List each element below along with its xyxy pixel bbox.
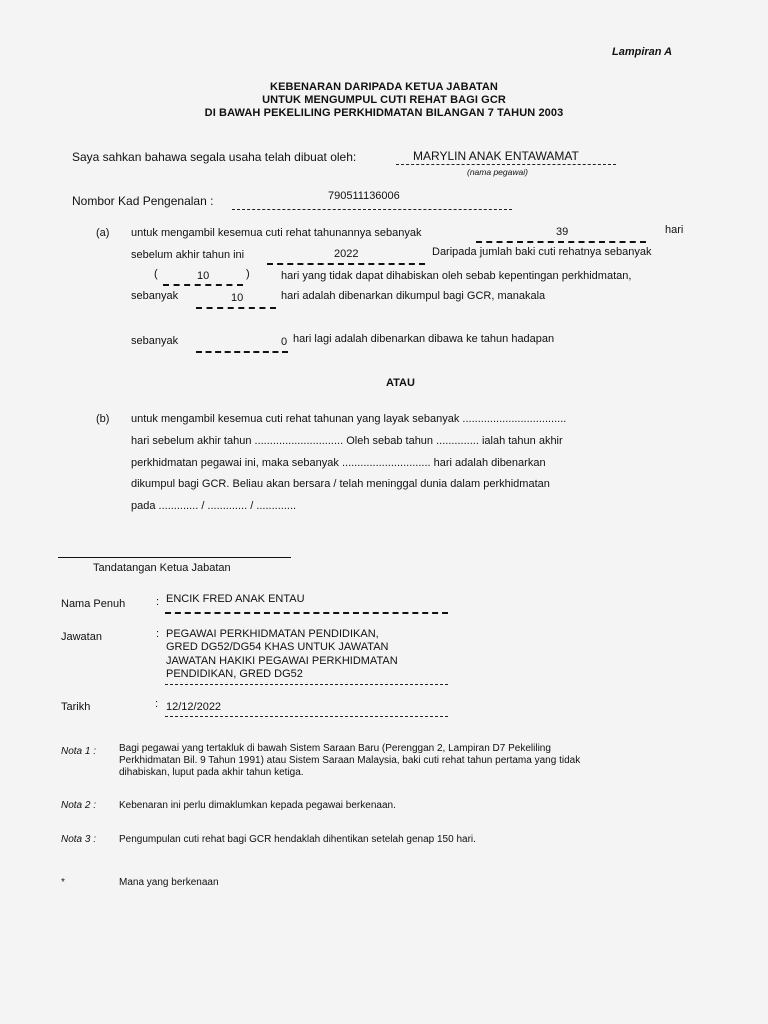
asterisk-label: *: [61, 877, 65, 888]
section-a-line5: hari lagi adalah dibenarkan dibawa ke tahun hadapan: [293, 333, 555, 345]
position-colon: :: [156, 628, 160, 640]
gcr-days-line: [196, 307, 276, 309]
title-line-2: UNTUK MENGUMPUL CUTI REHAT BAGI GCR: [262, 94, 506, 106]
name-line: [165, 612, 448, 614]
name-label: Nama Penuh: [61, 598, 126, 610]
position-underline: [165, 684, 448, 685]
note-2-text: Kebenaran ini perlu dimaklumkan kepada pegawai berkenaan.: [119, 800, 396, 811]
section-b-marker: (b): [96, 413, 110, 425]
title-line-1: KEBENARAN DARIPADA KETUA JABATAN: [270, 81, 498, 93]
section-b-line-5: pada ............. / ............. / .............: [131, 500, 297, 512]
hari-label: hari: [665, 224, 684, 236]
note-1-label: Nota 1 :: [61, 746, 97, 757]
employee-name: MARYLIN ANAK ENTAWAMAT: [413, 149, 579, 163]
close-paren: ): [246, 268, 250, 280]
section-a-line2: sebelum akhir tahun ini: [131, 249, 245, 261]
sebanyak-label-1: sebanyak: [131, 290, 179, 302]
position-line-3: JAWATAN HAKIKI PEGAWAI PERKHIDMATAN: [166, 655, 398, 667]
days-total-line: [476, 241, 646, 243]
carry-days-line: [196, 351, 288, 353]
date-colon: :: [155, 698, 159, 710]
section-b-line-4: dikumpul bagi GCR. Beliau akan bersara / telah meninggal dunia dalam perkhidmatan: [131, 478, 550, 490]
position-line-4: PENDIDIKAN, GRED DG52: [166, 668, 303, 680]
ic-value: 790511136006: [328, 190, 400, 202]
position-line-2: GRED DG52/DG54 KHAS UNTUK JAWATAN: [166, 641, 389, 653]
signature-line: [58, 557, 291, 558]
year-line: [267, 263, 425, 265]
note-2-label: Nota 2 :: [61, 800, 97, 811]
section-a-marker: (a): [96, 227, 110, 239]
note-3-label: Nota 3 :: [61, 834, 97, 845]
position-label: Jawatan: [61, 631, 102, 643]
section-a-line4: hari adalah dibenarkan dikumpul bagi GCR, manakala: [281, 290, 546, 302]
section-a-line3: hari yang tidak dapat dihabiskan oleh sebab kepentingan perkhidmatan,: [281, 270, 632, 282]
atau-divider: ATAU: [386, 377, 415, 389]
note-3-text: Pengumpulan cuti rehat bagi GCR hendaklah dihentikan setelah genap 150 hari.: [119, 834, 476, 845]
signature-label: Tandatangan Ketua Jabatan: [93, 562, 231, 574]
name-caption: (nama pegawai): [467, 167, 528, 177]
date-line: [165, 716, 448, 717]
employee-name-line: [396, 164, 616, 165]
note-1-text: Bagi pegawai yang tertakluk di bawah Sistem Saraan Baru (Perenggan 2, Lampiran D7 Pekeliling Perkhidmatan Bil. 9 Tahun 1991) atau Sistem Saraan Malaysia, baki cuti rehat tahun pertama yang tidak dihabiskan, luput pada akhir tahun ketiga.: [119, 743, 581, 778]
balance-line: [163, 284, 243, 286]
position-line-1: PEGAWAI PERKHIDMATAN PENDIDIKAN,: [166, 628, 379, 640]
lampiran-label: Lampiran A: [612, 46, 673, 58]
date-value: 12/12/2022: [166, 701, 222, 713]
name-colon: :: [156, 596, 160, 608]
section-a-line1: untuk mengambil kesemua cuti rehat tahunannya sebanyak: [131, 227, 422, 239]
confirm-statement: Saya sahkan bahawa segala usaha telah dibuat oleh:: [72, 150, 357, 164]
balance-value: 10: [197, 270, 210, 282]
section-b-line-2: hari sebelum akhir tahun ............................. Oleh sebab tahun .............. ialah tahun akhir: [131, 435, 563, 447]
open-paren: (: [154, 268, 158, 280]
days-total: 39: [556, 226, 569, 238]
date-label: Tarikh: [61, 701, 91, 713]
sebanyak-label-2: sebanyak: [131, 335, 179, 347]
title-line-3: DI BAWAH PEKELILING PERKHIDMATAN BILANGAN 7 TAHUN 2003: [204, 107, 564, 119]
section-b-line-3: perkhidmatan pegawai ini, maka sebanyak ............................. hari adalah dibenarkan: [131, 457, 546, 469]
name-value: ENCIK FRED ANAK ENTAU: [166, 593, 305, 605]
ic-line: [232, 209, 512, 210]
year-value: 2022: [334, 248, 359, 260]
section-a-line2-tail: Daripada jumlah baki cuti rehatnya sebanyak: [432, 246, 652, 258]
ic-label: Nombor Kad Pengenalan :: [72, 194, 214, 208]
asterisk-text: Mana yang berkenaan: [119, 877, 219, 888]
section-b-line-1: untuk mengambil kesemua cuti rehat tahunan yang layak sebanyak ..................................: [131, 413, 567, 425]
gcr-days-value: 10: [231, 292, 244, 304]
carry-days-value: 0: [281, 336, 288, 348]
